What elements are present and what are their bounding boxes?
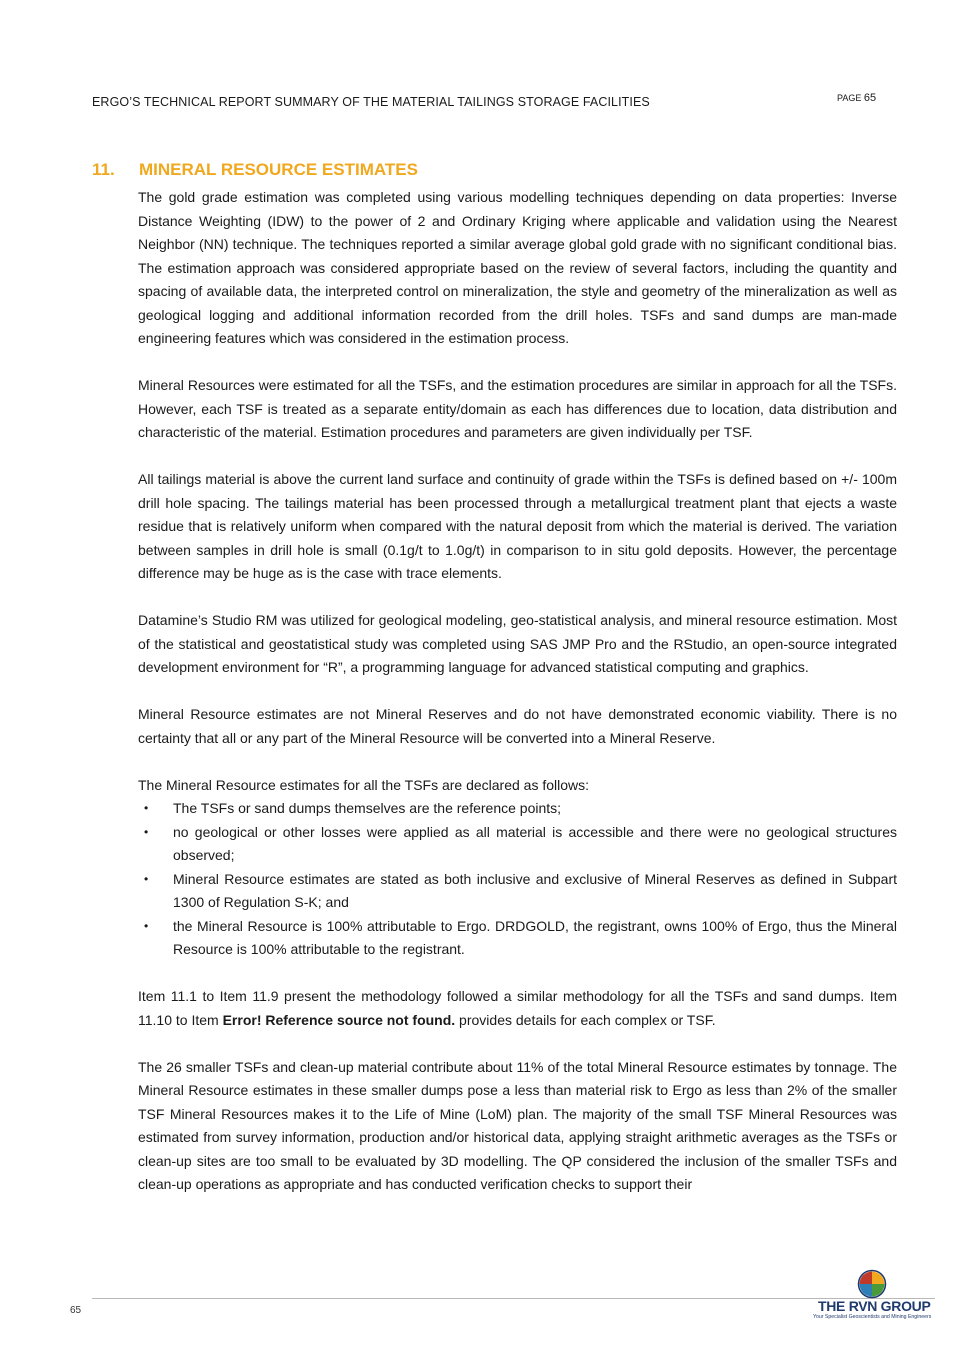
paragraph-item-references [138, 985, 897, 1032]
body-content [138, 186, 897, 1220]
footer-page-number: 65 [70, 1305, 82, 1316]
rvn-group-logo [813, 1269, 935, 1325]
section-heading [92, 160, 418, 180]
logo-pie-icon [857, 1269, 887, 1299]
footer-divider [92, 1298, 935, 1299]
bullet-icon: • [144, 871, 149, 886]
logo-name: THE RVN GROUP [818, 1298, 931, 1314]
header-page-value: 65 [863, 92, 877, 104]
list-item-text: the Mineral Resource is 100% attributable to Ergo. DRDGOLD, the registrant, owns 100% of Ergo, thus the Mineral Resource is 100% attributable to the registrant. [173, 917, 897, 957]
paragraph-software: Datamine’s Studio RM was utilized for geological modeling, geo-statistical analysis, and mineral resource estimation. Most of the statistical and geostatistical study was completed using SAS JMP Pro and the RStudio, an open-source integrated development environment for “R”, a programming language for advanced statistical computing and graphics. [138, 612, 897, 675]
bullet-icon: • [144, 801, 149, 815]
paragraph-resource-disclaimer: Mineral Resource estimates are not Mineral Reserves and do not have demonstrated economic viability. There is no certainty that all or any part of the Mineral Resource will be converted into a Mineral Reserve. [138, 706, 897, 746]
paragraph-tailings-material: All tailings material is above the current land surface and continuity of grade within the TSFs is defined based on +/- 100m drill hole spacing. The tailings material has been processed through a metallurgical treatment plant that ejects a waste residue that is relatively uniform when compared with the natural deposit from which the material is derived. The variation between samples in drill hole is small (0.1g/t to 1.0g/t) in comparison to in situ gold deposits. However, the percentage difference may be huge as is the case with trace elements. [138, 471, 897, 581]
paragraph-smaller-tsfs: The 26 smaller TSFs and clean-up material contribute about 11% of the total Mineral Resource estimates by tonnage. The Mineral Resource estimates in these smaller dumps pose a less than material risk to Ergo as less than 2% of the smaller TSF Mineral Resources makes it to the Life of Mine (LoM) plan. The majority of the small TSF Mineral Resources was estimated from survey information, production and/or historical data, applying straight arithmetic averages as the TSFs or clean-up sites are too small to be evaluated by 3D modelling. The QP considered the inclusion of the smaller TSFs and clean-up operations as appropriate and has conducted verification checks to support their [138, 1058, 897, 1192]
item-reference-text: Item 11.1 to Item 11.9 present the methodology followed a similar methodology for all the TSFs and sand dumps. Item 11.10 to Item [138, 988, 897, 1028]
section-title: MINERAL RESOURCE ESTIMATES [139, 160, 418, 179]
list-item [138, 797, 897, 821]
declaration-list [138, 797, 897, 962]
logo-tagline: Your Specialist Geoscientists and Mining Engineers [813, 1314, 932, 1320]
list-item-text: The TSFs or sand dumps themselves are the reference points; [173, 800, 562, 816]
report-header-title: ERGO’S TECHNICAL REPORT SUMMARY OF THE MATERIAL TAILINGS STORAGE FACILITIES [92, 95, 650, 109]
paragraph-estimation-methods: The gold grade estimation was completed using various modelling techniques depending on data properties: Inverse Distance Weighting (IDW) to the power of 2 and Ordinary Kriging where applicable and validation using the Nearest Neighbor (NN) technique. The techniques reported a similar average global gold grade with no significant conditional bias. The estimation approach was considered appropriate based on the review of several factors, including the quantity and spacing of available data, the interpreted control on mineralization, the style and geometry of the mineralization as well as geological logging and additional information recorded from the drill holes. TSFs and sand dumps are man-made engineering features which was considered in the estimation process. [138, 189, 897, 346]
bullet-icon: • [144, 824, 149, 839]
list-item [138, 915, 897, 962]
list-item [138, 821, 897, 868]
list-item [138, 868, 897, 915]
reference-error-text: Error! Reference source not found. [222, 1011, 456, 1028]
bullet-icon: • [144, 918, 149, 933]
item-reference-text-end: provides details for each complex or TSF. [455, 1011, 716, 1028]
paragraph-list-intro: The Mineral Resource estimates for all the TSFs are declared as follows: [138, 776, 590, 793]
header-page-label: PAGE [837, 93, 862, 103]
section-number: 11. [92, 160, 115, 179]
paragraph-estimation-per-tsf: Mineral Resources were estimated for all the TSFs, and the estimation procedures are similar in approach for all the TSFs. However, each TSF is treated as a separate entity/domain as each has differences due to location, data distribution and characteristic of the material. Estimation procedures and parameters are given individually per TSF. [138, 377, 897, 440]
header-page-number [837, 92, 876, 104]
list-item-text: Mineral Resource estimates are stated as both inclusive and exclusive of Mineral Reserves as defined in Subpart 1300 of Regulation S-K; and [173, 870, 897, 910]
list-item-text: no geological or other losses were applied as all material is accessible and there were no geological structures observed; [173, 823, 897, 863]
